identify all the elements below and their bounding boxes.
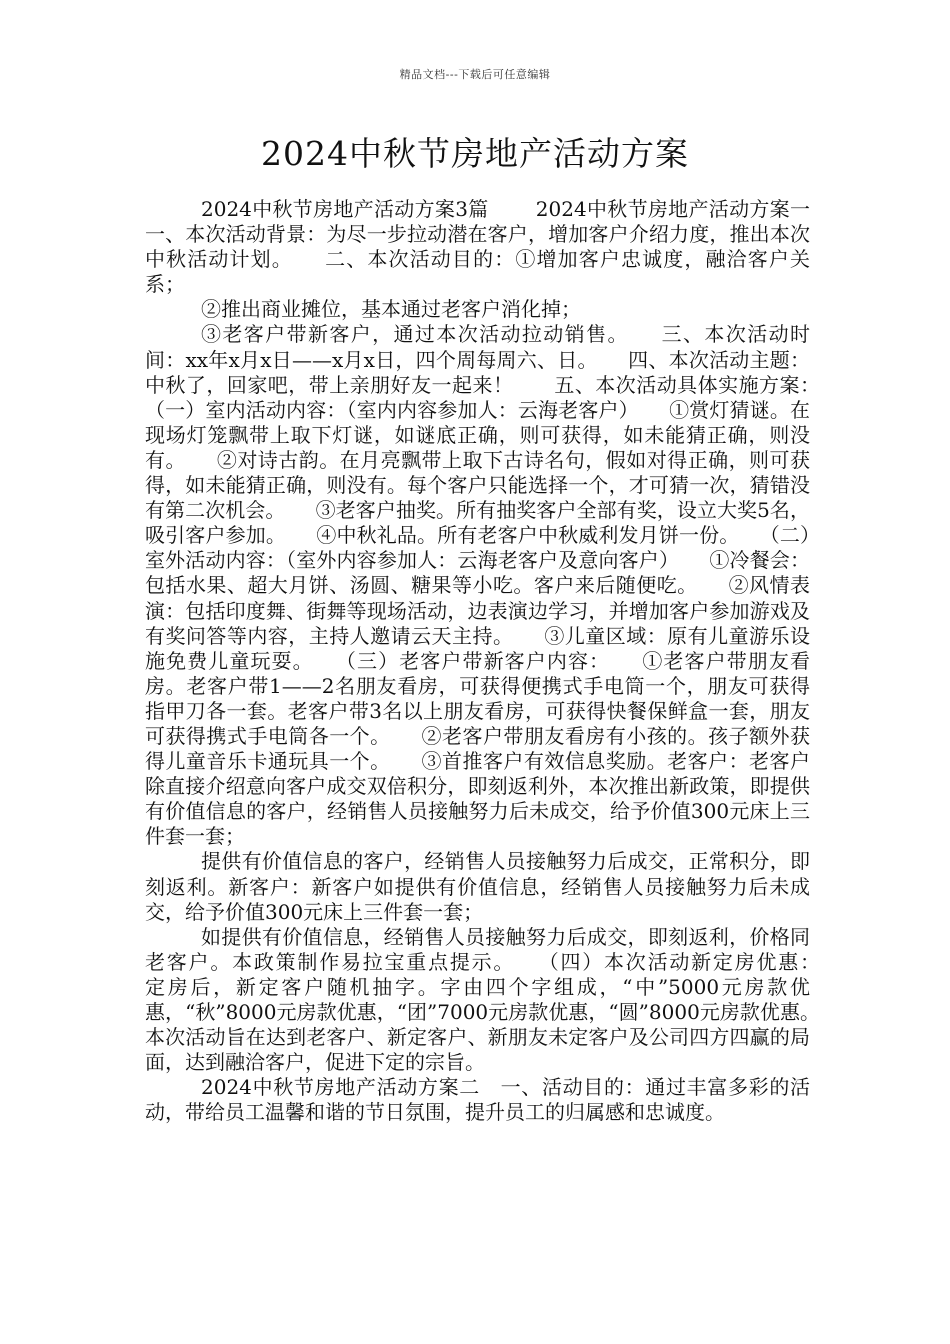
document-body: [145, 197, 850, 1125]
body-paragraph: 2024中秋节房地产活动方案二 一、活动目的：通过丰富多彩的活动，带给员工温馨和谐的节日氛围，提升员工的归属感和忠诚度。: [145, 1075, 810, 1125]
body-paragraph: ②推出商业摊位，基本通过老客户消化掉；: [201, 297, 581, 322]
document-title: 2024中秋节房地产活动方案: [261, 134, 689, 173]
body-paragraph: 提供有价值信息的客户，经销售人员接触努力后成交，正常积分，即刻返利。新客户：新客户如提供有价值信息，经销售人员接触努力后未成交，给予价值300元床上三件套一套；: [145, 849, 810, 924]
header-note: 精品文档---下载后可任意编辑: [399, 68, 551, 81]
body-paragraph: 2024中秋节房地产活动方案3篇 2024中秋节房地产活动方案一 一、本次活动背景：为尽一步拉动潜在客户，增加客户介绍力度，推出本次中秋活动计划。 二、本次活动目的：①增加客户忠诚度，融洽客户关系；: [145, 197, 850, 297]
body-paragraph: ③老客户带新客户，通过本次活动拉动销售。 三、本次活动时间：xx年x月x日——x月x日，四个周每周六、日。 四、本次活动主题：中秋了，回家吧，带上亲朋好友一起来！ 五、本次活动具体实施方案： （一）室内活动内容：（室内内容参加人：云海老客户） ①赏灯猜谜。在现场灯笼飘带上取下灯谜，如谜底正确，则可获得，如未能猜正确，则没有。 ②对诗古韵。在月亮飘带上取下古诗名句，假如对得正确，则可获得，如未能猜正确，则没有。每个客户只能选择一个，才可猜一次，猜错没有第二次机会。 ③老客户抽奖。所有抽奖客户全部有奖，设立大奖5名，吸引客户参加。 ④中秋礼品。所有老客户中秋威利发月饼一份。 （二）室外活动内容：（室外内容参加人：云海老客户及意向客户） ①冷餐会：包括水果、超大月饼、汤圆、糖果等小吃。客户来后随便吃。 ②风情表演：包括印度舞、街舞等现场活动，边表演边学习，并增加客户参加游戏及有奖问答等内容，主持人邀请云天主持。 ③儿童区域：原有儿童游乐设施免费儿童玩耍。 （三）老客户带新客户内容： ①老客户带朋友看房。老客户带1——2名朋友看房，可获得便携式手电筒一个，朋友可获得指甲刀各一套。老客户带3名以上朋友看房，可获得快餐保鲜盒一套，朋友可获得携式手电筒各一个。 ②老客户带朋友看房有小孩的。孩子额外获得儿童音乐卡通玩具一个。 ③首推客户有效信息奖励。老客户：老客户除直接介绍意向客户成交双倍积分，即刻返利外，本次推出新政策，即提供有价值信息的客户，经销售人员接触努力后未成交，给予价值300元床上三件套一套；: [145, 322, 850, 849]
body-paragraph: 如提供有价值信息，经销售人员接触努力后成交，即刻返利，价格同老客户。本政策制作易拉宝重点提示。 （四）本次活动新定房优惠： 定房后，新定客户随机抽字。字由四个字组成，“中”5000元房款优惠，“秋”8000元房款优惠，“团”7000元房款优惠，“圆”8000元房款优惠。 本次活动旨在达到老客户、新定客户、新朋友未定客户及公司四方四赢的局面，达到融洽客户，促进下定的宗旨。: [145, 924, 850, 1075]
